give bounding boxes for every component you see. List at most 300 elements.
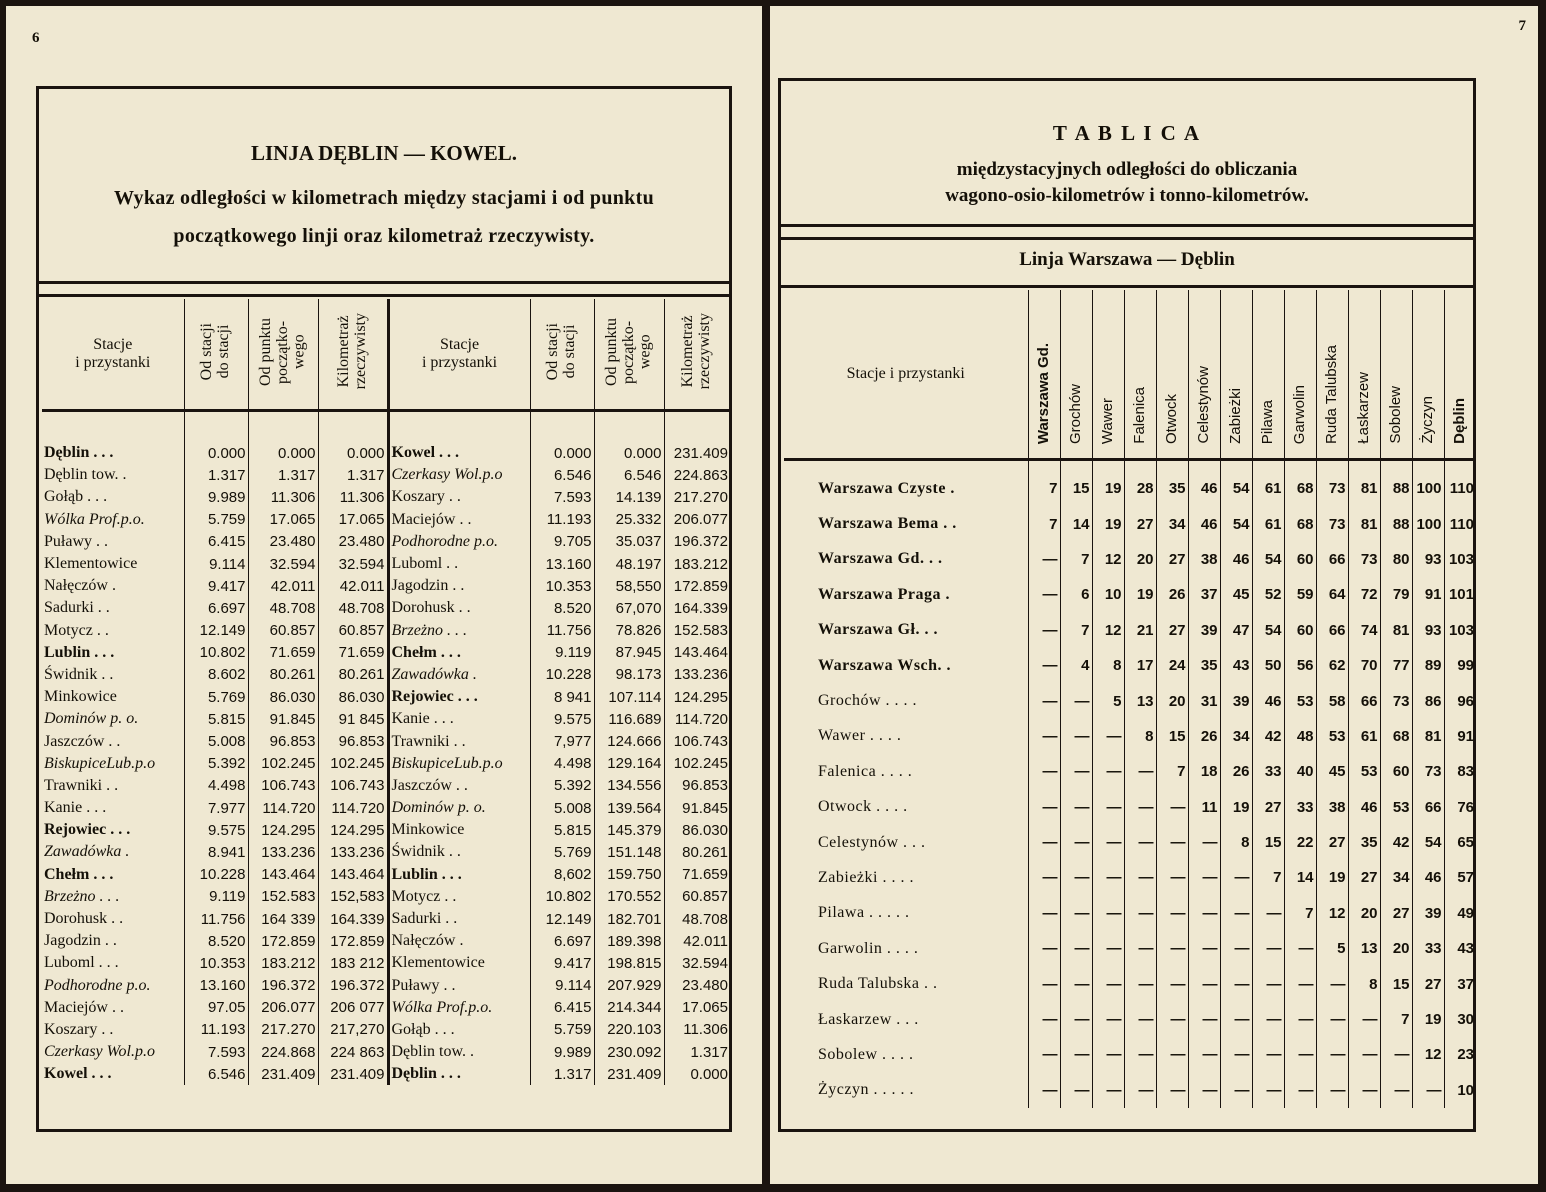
actual-kilometrage: 0.000 <box>690 1065 728 1083</box>
distance-between: 7.977 <box>184 797 248 819</box>
distance-cell: 10 <box>1457 1081 1474 1099</box>
actual-kilometrage: 11.306 <box>683 1021 728 1039</box>
distance-from-start: 116.689 <box>594 708 664 730</box>
distance-cell: 7 <box>1060 613 1092 648</box>
left-table-frame <box>36 86 732 1132</box>
table-row <box>42 886 730 908</box>
station-name: Klementowice <box>42 553 184 575</box>
distance-from-start: 217.270 <box>248 1019 318 1041</box>
distance-cell: — <box>1092 825 1124 860</box>
table-row <box>784 1073 1476 1108</box>
station-name: Zabieżki . . . . <box>784 860 1028 895</box>
distance-cell: 15 <box>1252 825 1284 860</box>
actual-kilometrage: 183.212 <box>673 555 728 573</box>
distance-cell: — <box>1284 931 1316 966</box>
distance-from-start: 32.594 <box>248 553 318 575</box>
actual-kilometrage: 133.236 <box>318 841 388 863</box>
distance-cell: 7 <box>1028 506 1060 541</box>
distance-from-start: 159.750 <box>594 864 664 886</box>
distance-cell: 19 <box>1316 860 1348 895</box>
distance-cell: 61 <box>1252 460 1284 507</box>
distance-cell: 27 <box>1156 542 1188 577</box>
distance-from-start: 182.701 <box>594 908 664 930</box>
actual-kilometrage: 23.480 <box>318 531 388 553</box>
distance-cell: 59 <box>1284 577 1316 612</box>
distance-cell: — <box>1188 1073 1220 1108</box>
actual-kilometrage: 152,583 <box>318 886 388 908</box>
right-subtitle-1: międzystacyjnych odległości do obliczania <box>956 159 1298 180</box>
distance-cell: — <box>1252 896 1284 931</box>
actual-kilometrage: 217.270 <box>673 488 728 506</box>
distance-cell: — <box>1252 966 1284 1001</box>
distance-between: 6.546 <box>530 464 594 486</box>
warszawa-deblin-distance-matrix <box>784 290 1476 1108</box>
distance-cell: 110 <box>1449 480 1474 498</box>
distance-cell: — <box>1188 1002 1220 1037</box>
distance-cell: 33 <box>1252 754 1284 789</box>
distance-cell: — <box>1028 790 1060 825</box>
actual-kilometrage: 96.853 <box>318 730 388 752</box>
distance-between: 9.705 <box>530 531 594 553</box>
distance-between: 5.769 <box>530 841 594 863</box>
right-subtitle-2: wagono-osio-kilometrów i tonno-kilometrów. <box>945 185 1309 206</box>
actual-kilometrage: 11.306 <box>318 486 388 508</box>
distance-cell: 13 <box>1124 683 1156 718</box>
title-divider <box>39 281 729 284</box>
station-name: Kanie . . . <box>42 797 184 819</box>
table-row <box>42 1019 730 1041</box>
distance-between: 8.520 <box>184 930 248 952</box>
actual-kilometrage: 114.720 <box>674 710 728 728</box>
distance-cell: 33 <box>1412 931 1444 966</box>
column-header: Dęblin <box>1444 290 1476 460</box>
distance-from-start: 152.583 <box>248 886 318 908</box>
distance-from-start: 67,070 <box>594 597 664 619</box>
distance-cell: 20 <box>1124 542 1156 577</box>
station-name: Warszawa Gd. . . <box>784 542 1028 577</box>
distance-cell: — <box>1284 1073 1316 1108</box>
actual-kilometrage: 42.011 <box>683 932 728 950</box>
station-name: Sadurki . . <box>42 597 184 619</box>
distance-between: 1.317 <box>530 1063 594 1085</box>
distance-cell: — <box>1028 577 1060 612</box>
actual-kilometrage: 106.743 <box>673 733 728 751</box>
distance-between: 5.392 <box>530 775 594 797</box>
station-name: Świdnik . . <box>388 841 530 863</box>
distance-cell: 46 <box>1188 506 1220 541</box>
distance-cell: — <box>1380 1073 1412 1108</box>
distance-cell: 42 <box>1380 825 1412 860</box>
distance-cell: 31 <box>1188 683 1220 718</box>
station-name: Garwolin . . . . <box>784 931 1028 966</box>
distance-cell: — <box>1060 896 1092 931</box>
table-row <box>784 966 1476 1001</box>
distance-cell: 91 <box>1457 727 1474 745</box>
distance-cell: 73 <box>1316 460 1348 507</box>
distance-cell: 34 <box>1380 860 1412 895</box>
station-name: Warszawa Praga . <box>784 577 1028 612</box>
station-name: Pilawa . . . . . <box>784 896 1028 931</box>
header-from-start-a: Od punktu początko- wego <box>248 299 318 411</box>
column-header: Garwolin <box>1284 290 1316 460</box>
distance-between: 11.193 <box>184 1019 248 1041</box>
distance-cell: 81 <box>1380 613 1412 648</box>
station-name: Świdnik . . <box>42 664 184 686</box>
distance-cell: 68 <box>1284 506 1316 541</box>
distance-cell: 83 <box>1457 763 1474 781</box>
distance-cell: — <box>1092 931 1124 966</box>
distance-from-start: 58,550 <box>594 575 664 597</box>
distance-cell: 45 <box>1316 754 1348 789</box>
distance-cell: — <box>1220 931 1252 966</box>
distance-cell: — <box>1092 860 1124 895</box>
station-name: Trawniki . . <box>42 775 184 797</box>
distance-cell: — <box>1348 1073 1380 1108</box>
distance-cell: 33 <box>1284 790 1316 825</box>
table-row <box>42 597 730 619</box>
distance-cell: — <box>1028 860 1060 895</box>
distance-cell: 81 <box>1348 460 1380 507</box>
station-name: BiskupiceLub.p.o <box>388 753 530 775</box>
station-name: Celestynów . . . <box>784 825 1028 860</box>
distance-from-start: 214.344 <box>594 997 664 1019</box>
distance-between: 12.149 <box>184 620 248 642</box>
distance-between: 9.575 <box>530 708 594 730</box>
station-name: Kowel . . . <box>388 411 530 465</box>
distance-cell: 38 <box>1316 790 1348 825</box>
distance-cell: — <box>1092 1002 1124 1037</box>
station-name: Gołąb . . . <box>388 1019 530 1041</box>
distance-cell: 26 <box>1188 719 1220 754</box>
distance-from-start: 48.197 <box>594 553 664 575</box>
distance-cell: 100 <box>1412 506 1444 541</box>
distance-from-start: 86.030 <box>248 686 318 708</box>
station-name: Sadurki . . <box>388 908 530 930</box>
distance-cell: — <box>1188 860 1220 895</box>
actual-kilometrage: 172.859 <box>318 930 388 952</box>
column-header: Zabieżki <box>1220 290 1252 460</box>
distance-cell: 42 <box>1252 719 1284 754</box>
table-row <box>784 825 1476 860</box>
distance-cell: — <box>1028 719 1060 754</box>
distance-cell: 56 <box>1284 648 1316 683</box>
actual-kilometrage: 124.295 <box>673 688 728 706</box>
header-from-station-b: Od stacji do stacji <box>530 299 594 411</box>
actual-kilometrage: 152.583 <box>673 622 728 640</box>
distance-cell: — <box>1188 931 1220 966</box>
distance-cell: 35 <box>1188 648 1220 683</box>
actual-kilometrage: 172.859 <box>673 577 728 595</box>
distance-from-start: 17.065 <box>248 509 318 531</box>
distance-between: 9.417 <box>530 952 594 974</box>
distance-cell: — <box>1124 931 1156 966</box>
station-name: Dominów p. o. <box>388 797 530 819</box>
distance-from-start: 96.853 <box>248 730 318 752</box>
distance-between: 9.114 <box>184 553 248 575</box>
distance-cell: 20 <box>1348 896 1380 931</box>
table-row <box>42 952 730 974</box>
distance-from-start: 98.173 <box>594 664 664 686</box>
distance-cell: 15 <box>1380 966 1412 1001</box>
distance-cell: 5 <box>1316 931 1348 966</box>
distance-cell: 24 <box>1156 648 1188 683</box>
distance-cell: 39 <box>1412 896 1444 931</box>
distance-cell: 50 <box>1252 648 1284 683</box>
table-row <box>784 860 1476 895</box>
distance-cell: 76 <box>1457 798 1474 816</box>
actual-kilometrage: 224.863 <box>673 466 728 484</box>
distance-cell: — <box>1284 966 1316 1001</box>
distance-cell: 46 <box>1220 542 1252 577</box>
title-divider-2 <box>39 294 729 297</box>
distance-from-start: 11.306 <box>248 486 318 508</box>
distance-cell: 34 <box>1220 719 1252 754</box>
distance-cell: 14 <box>1060 506 1092 541</box>
distance-cell: 39 <box>1220 683 1252 718</box>
column-header: Ruda Talubska <box>1316 290 1348 460</box>
distance-cell: 73 <box>1348 542 1380 577</box>
station-name: Warszawa Gł. . . <box>784 613 1028 648</box>
column-header: Warszawa Gd. <box>1028 290 1060 460</box>
station-name: Jaszczów . . <box>42 730 184 752</box>
distance-from-start: 231.409 <box>248 1063 318 1085</box>
distance-cell: 14 <box>1284 860 1316 895</box>
distance-cell: 62 <box>1316 648 1348 683</box>
distance-cell: — <box>1060 966 1092 1001</box>
station-name: Warszawa Wsch. . <box>784 648 1028 683</box>
distance-cell: 66 <box>1316 613 1348 648</box>
distance-cell: 7 <box>1380 1002 1412 1037</box>
distance-between: 8.941 <box>184 841 248 863</box>
distance-cell: 49 <box>1457 904 1474 922</box>
distance-between: 5.008 <box>530 797 594 819</box>
distance-between: 7.593 <box>530 486 594 508</box>
distance-cell: 43 <box>1457 940 1474 958</box>
distance-cell: 88 <box>1380 506 1412 541</box>
left-subtitle-1: Wykaz odległości w kilometrach między stacjami i od punktu <box>114 187 654 209</box>
distance-cell: — <box>1124 896 1156 931</box>
distance-cell: 101 <box>1448 586 1474 604</box>
distance-cell: — <box>1188 825 1220 860</box>
distance-between: 5.392 <box>184 753 248 775</box>
distance-cell: 100 <box>1412 460 1444 507</box>
distance-cell: 8 <box>1220 825 1252 860</box>
distance-between: 11.756 <box>184 908 248 930</box>
table-row <box>784 1037 1476 1072</box>
table-row <box>42 841 730 863</box>
actual-kilometrage: 206.077 <box>673 511 728 529</box>
column-header: Falenica <box>1124 290 1156 460</box>
distance-from-start: 224.868 <box>248 1041 318 1063</box>
table-row <box>42 1041 730 1063</box>
distance-cell: — <box>1028 1002 1060 1037</box>
distance-from-start: 183.212 <box>248 952 318 974</box>
distance-between: 9.989 <box>184 486 248 508</box>
table-row <box>784 1002 1476 1037</box>
actual-kilometrage: 80.261 <box>318 664 388 686</box>
distance-cell: 23 <box>1457 1046 1474 1064</box>
station-name: Motycz . . <box>42 620 184 642</box>
distance-between: 9.119 <box>530 642 594 664</box>
distance-from-start: 35.037 <box>594 531 664 553</box>
distance-cell: 43 <box>1220 648 1252 683</box>
actual-kilometrage: 196.372 <box>318 975 388 997</box>
distance-cell: 27 <box>1380 896 1412 931</box>
actual-kilometrage: 196.372 <box>673 533 728 551</box>
distance-cell: — <box>1316 1002 1348 1037</box>
station-name: Jagodzin . . <box>388 575 530 597</box>
table-row <box>42 730 730 752</box>
distance-cell: — <box>1284 1037 1316 1072</box>
station-name: Dorohusk . . <box>388 597 530 619</box>
distance-from-start: 80.261 <box>248 664 318 686</box>
actual-kilometrage: 42.011 <box>318 575 388 597</box>
distance-cell: — <box>1060 790 1092 825</box>
header-actual-km-b: Kilometraż rzeczywisty <box>664 299 730 411</box>
table-row <box>42 509 730 531</box>
distance-cell: 26 <box>1220 754 1252 789</box>
distance-cell: 40 <box>1284 754 1316 789</box>
line-title-divider <box>781 285 1473 288</box>
station-name: Puławy . . <box>42 531 184 553</box>
distance-between: 10.802 <box>530 886 594 908</box>
station-name: Kowel . . . <box>42 1063 184 1085</box>
distance-cell: 65 <box>1457 834 1474 852</box>
title-divider-2 <box>781 237 1473 240</box>
distance-between: 7.593 <box>184 1041 248 1063</box>
distance-cell: — <box>1124 1073 1156 1108</box>
distance-between: 6.415 <box>184 531 248 553</box>
table-row <box>42 975 730 997</box>
header-from-station-a: Od stacji do stacji <box>184 299 248 411</box>
distance-between: 9.575 <box>184 819 248 841</box>
distance-cell: — <box>1156 966 1188 1001</box>
distance-cell: 12 <box>1316 896 1348 931</box>
distance-cell: — <box>1028 1037 1060 1072</box>
distance-between: 1.317 <box>184 464 248 486</box>
actual-kilometrage: 231.409 <box>673 444 728 462</box>
distance-cell: — <box>1220 966 1252 1001</box>
distance-cell: — <box>1028 896 1060 931</box>
actual-kilometrage: 17.065 <box>318 509 388 531</box>
distance-from-start: 107.114 <box>594 686 664 708</box>
table-row <box>42 642 730 664</box>
distance-cell: 61 <box>1348 719 1380 754</box>
station-name: Motycz . . <box>388 886 530 908</box>
station-name: Jaszczów . . <box>388 775 530 797</box>
distance-cell: — <box>1252 1073 1284 1108</box>
distance-cell: 93 <box>1412 613 1444 648</box>
actual-kilometrage: 164.339 <box>673 599 728 617</box>
actual-kilometrage: 32.594 <box>318 553 388 575</box>
distance-from-start: 0.000 <box>248 411 318 465</box>
distance-cell: 19 <box>1220 790 1252 825</box>
distance-from-start: 48.708 <box>248 597 318 619</box>
distance-between: 8.602 <box>184 664 248 686</box>
table-row <box>42 1063 730 1085</box>
actual-kilometrage: 164.339 <box>318 908 388 930</box>
distance-cell: — <box>1252 1002 1284 1037</box>
actual-kilometrage: 133.236 <box>673 666 728 684</box>
distance-cell: 13 <box>1348 931 1380 966</box>
distance-from-start: 143.464 <box>248 864 318 886</box>
distance-cell: 88 <box>1380 460 1412 507</box>
table-row <box>784 542 1476 577</box>
station-name: Warszawa Czyste . <box>784 460 1028 507</box>
distance-cell: 54 <box>1412 825 1444 860</box>
distance-cell: — <box>1220 1073 1252 1108</box>
distance-between: 97.05 <box>184 997 248 1019</box>
distance-cell: 20 <box>1156 683 1188 718</box>
distance-cell: 81 <box>1348 506 1380 541</box>
station-name: Luboml . . . <box>42 952 184 974</box>
distance-cell: — <box>1156 931 1188 966</box>
station-name: Dęblin . . . <box>388 1063 530 1085</box>
actual-kilometrage: 143.464 <box>673 644 728 662</box>
station-name: Koszary . . <box>388 486 530 508</box>
distance-cell: — <box>1028 648 1060 683</box>
distance-cell: — <box>1124 754 1156 789</box>
station-name: Dominów p. o. <box>42 708 184 730</box>
distance-from-start: 189.398 <box>594 930 664 952</box>
distance-cell: 17 <box>1124 648 1156 683</box>
actual-kilometrage: 114.720 <box>318 797 388 819</box>
station-name: Brzeżno . . . <box>42 886 184 908</box>
distance-cell: — <box>1060 1037 1092 1072</box>
table-row <box>784 931 1476 966</box>
distance-cell: — <box>1220 1037 1252 1072</box>
distance-cell: 52 <box>1252 577 1284 612</box>
distance-cell: — <box>1220 860 1252 895</box>
distance-cell: — <box>1156 860 1188 895</box>
distance-cell: 64 <box>1316 577 1348 612</box>
station-name: Rejowiec . . . <box>42 819 184 841</box>
distance-from-start: 102.245 <box>248 753 318 775</box>
station-name: Trawniki . . <box>388 730 530 752</box>
page-number-left: 6 <box>32 30 40 46</box>
distance-cell: 93 <box>1412 542 1444 577</box>
distance-cell: 60 <box>1380 754 1412 789</box>
distance-cell: 80 <box>1380 542 1412 577</box>
table-row <box>784 719 1476 754</box>
distance-cell: 8 <box>1348 966 1380 1001</box>
distance-cell: — <box>1348 1037 1380 1072</box>
distance-cell: 7 <box>1284 896 1316 931</box>
distance-cell: — <box>1220 896 1252 931</box>
table-row <box>42 575 730 597</box>
table-row <box>42 753 730 775</box>
distance-between: 4.498 <box>530 753 594 775</box>
actual-kilometrage: 102.245 <box>318 753 388 775</box>
distance-cell: — <box>1028 966 1060 1001</box>
distance-cell: — <box>1124 860 1156 895</box>
distance-from-start: 230.092 <box>594 1041 664 1063</box>
table-row <box>784 896 1476 931</box>
distance-between: 5.769 <box>184 686 248 708</box>
distance-cell: 12 <box>1092 542 1124 577</box>
distance-cell: 19 <box>1124 577 1156 612</box>
distance-cell: 46 <box>1348 790 1380 825</box>
table-row <box>42 708 730 730</box>
distance-between: 9.119 <box>184 886 248 908</box>
distance-from-start: 134.556 <box>594 775 664 797</box>
distance-cell: — <box>1156 1037 1188 1072</box>
distance-cell: — <box>1092 896 1124 931</box>
table-row <box>42 686 730 708</box>
actual-kilometrage: 106.743 <box>318 775 388 797</box>
actual-kilometrage: 60.857 <box>682 888 728 906</box>
actual-kilometrage: 71.659 <box>318 642 388 664</box>
